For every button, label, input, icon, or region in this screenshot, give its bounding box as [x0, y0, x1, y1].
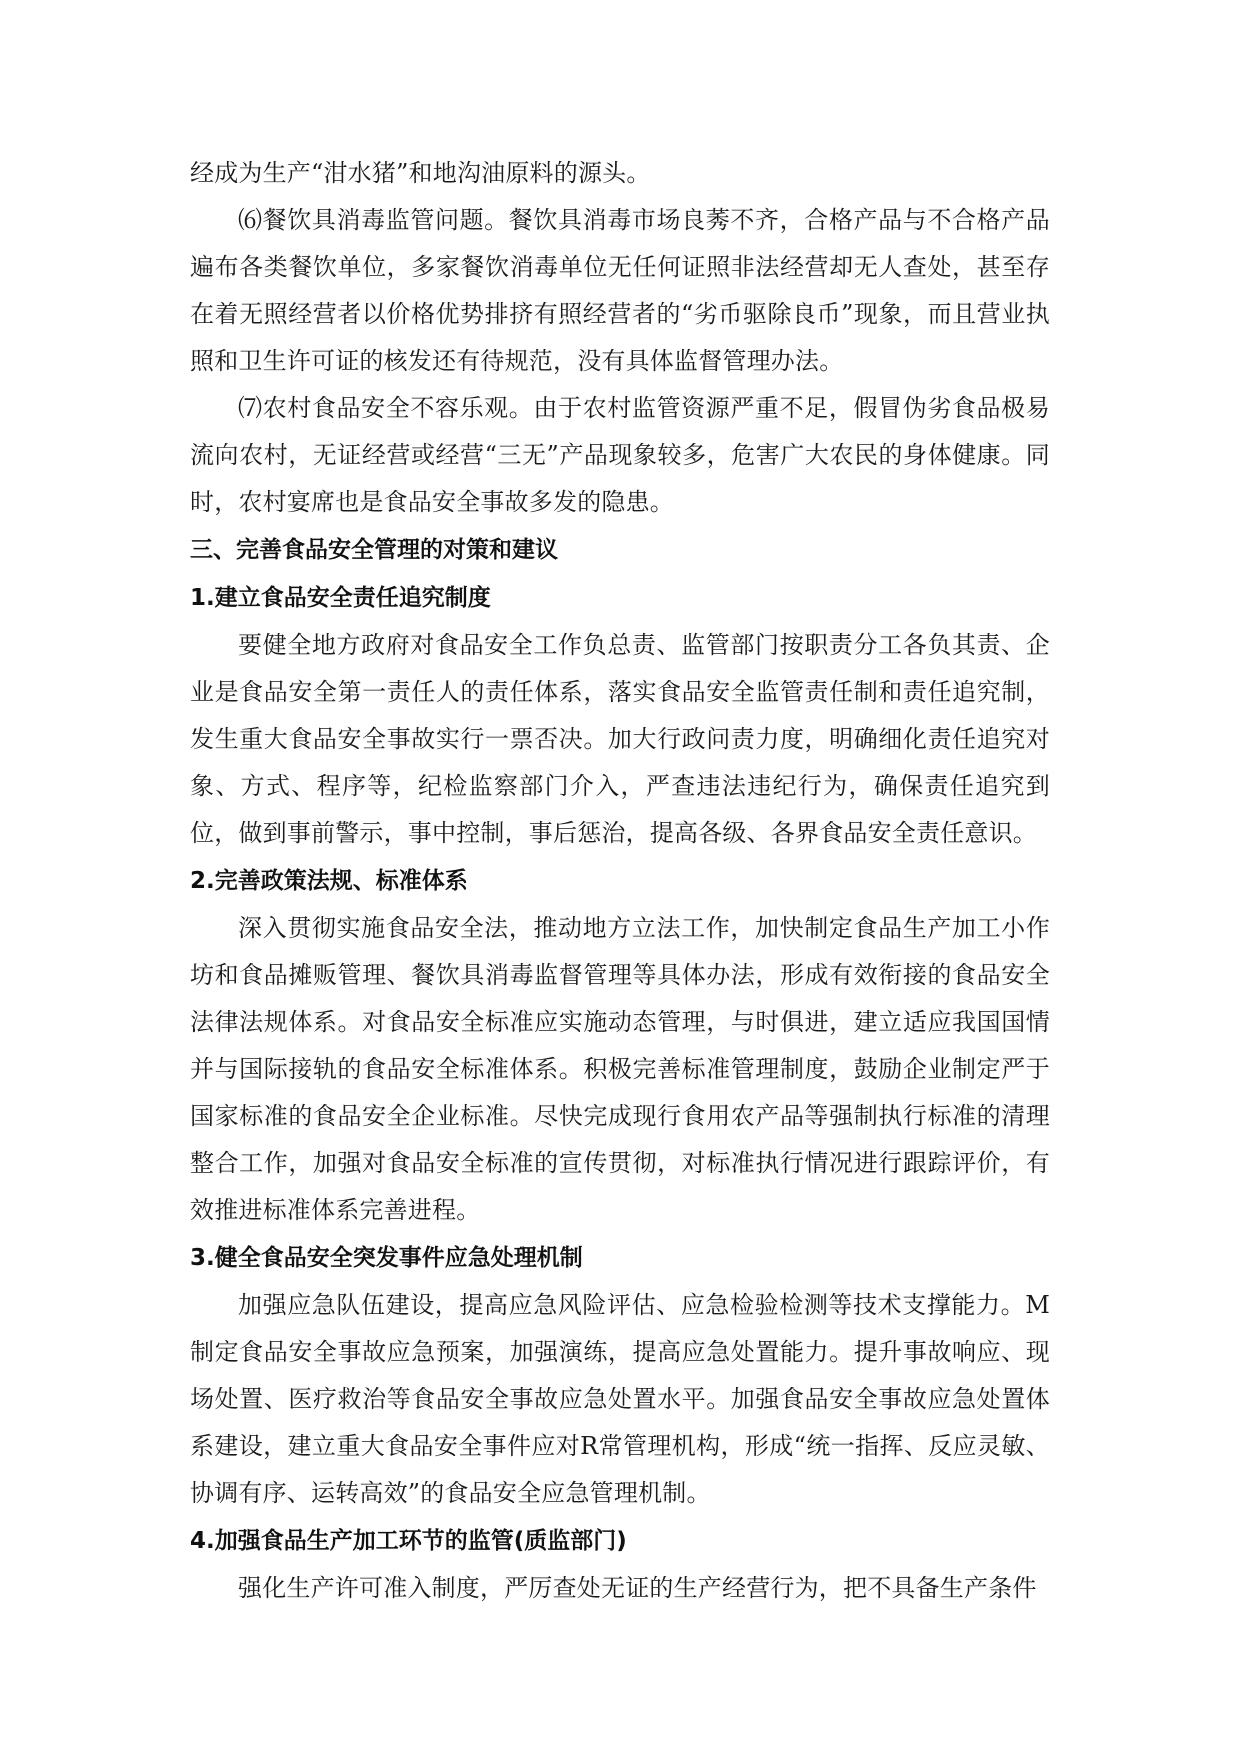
paragraph-continued: 经成为生产“泔水猪”和地沟油原料的源头。 — [190, 159, 651, 187]
paragraph-subsection-4: 强化生产许可准入制度，严厉查处无证的生产经营行为，把不具备生产条件 — [238, 1574, 1037, 1602]
subheading-4: 4.加强食品生产加工环节的监管(质监部门) — [190, 1528, 627, 1554]
paragraph-item-7: ⑺农村食品安全不容乐观。由于农村监管资源严重不足，假冒伪劣食品极易流向农村，无证经营或经营“三无”产品现象较多，危害广大农民的身体健康。同时，农村宴席也是食品安全事故多发的隐患。 — [190, 394, 1050, 516]
paragraph-item-6: ⑹餐饮具消毒监管问题。餐饮具消毒市场良莠不齐，合格产品与不合格产品遍布各类餐饮单位，多家餐饮消毒单位无任何证照非法经营却无人查处，甚至存在着无照经营者以价格优势排挤有照经营者的“劣币驱除良币”现象，而且营业执照和卫生许可证的核发还有待规范，没有具体监督管理办法。 — [190, 206, 1050, 375]
subheading-2: 2.完善政策法规、标准体系 — [190, 868, 468, 894]
paragraph-subsection-2: 深入贯彻实施食品安全法，推动地方立法工作，加快制定食品生产加工小作坊和食品摊贩管理、餐饮具消毒监督管理等具体办法，形成有效衔接的食品安全法律法规体系。对食品安全标准应实施动态管理，与时俱进，建立适应我国国情并与国际接轨的食品安全标准体系。积极完善标准管理制度，鼓励企业制定严于国家标准的食品安全企业标准。尽快完成现行食用农产品等强制执行标准的清理整合工作，加强对食品安全标准的宣传贯彻，对标准执行情况进行跟踪评价，有效推进标准体系完善进程。 — [190, 914, 1050, 1224]
section-heading-3: 三、完善食品安全管理的对策和建议 — [190, 537, 558, 563]
paragraph-subsection-3: 加强应急队伍建设，提高应急风险评估、应急检验检测等技术支撑能力。M制定食品安全事故应急预案，加强演练，提高应急处置能力。提升事故响应、现场处置、医疗救治等食品安全事故应急处置水平。加强食品安全事故应急处置体系建设，建立重大食品安全事件应对R常管理机构，形成“统一指挥、反应灵敏、协调有序、运转高效”的食品安全应急管理机制。 — [190, 1291, 1050, 1507]
document-page — [190, 150, 1050, 1612]
subheading-3: 3.健全食品安全突发事件应急处理机制 — [190, 1245, 583, 1271]
subheading-1: 1.建立食品安全责任追究制度 — [190, 585, 491, 611]
paragraph-subsection-1: 要健全地方政府对食品安全工作负总责、监管部门按职责分工各负其责、企业是食品安全第一责任人的责任体系，落实食品安全监管责任制和责任追究制，发生重大食品安全事故实行一票否决。加大行政问责力度，明确细化责任追究对象、方式、程序等，纪检监察部门介入，严查违法违纪行为，确保责任追究到位，做到事前警示，事中控制，事后惩治，提高各级、各界食品安全责任意识。 — [190, 631, 1050, 847]
